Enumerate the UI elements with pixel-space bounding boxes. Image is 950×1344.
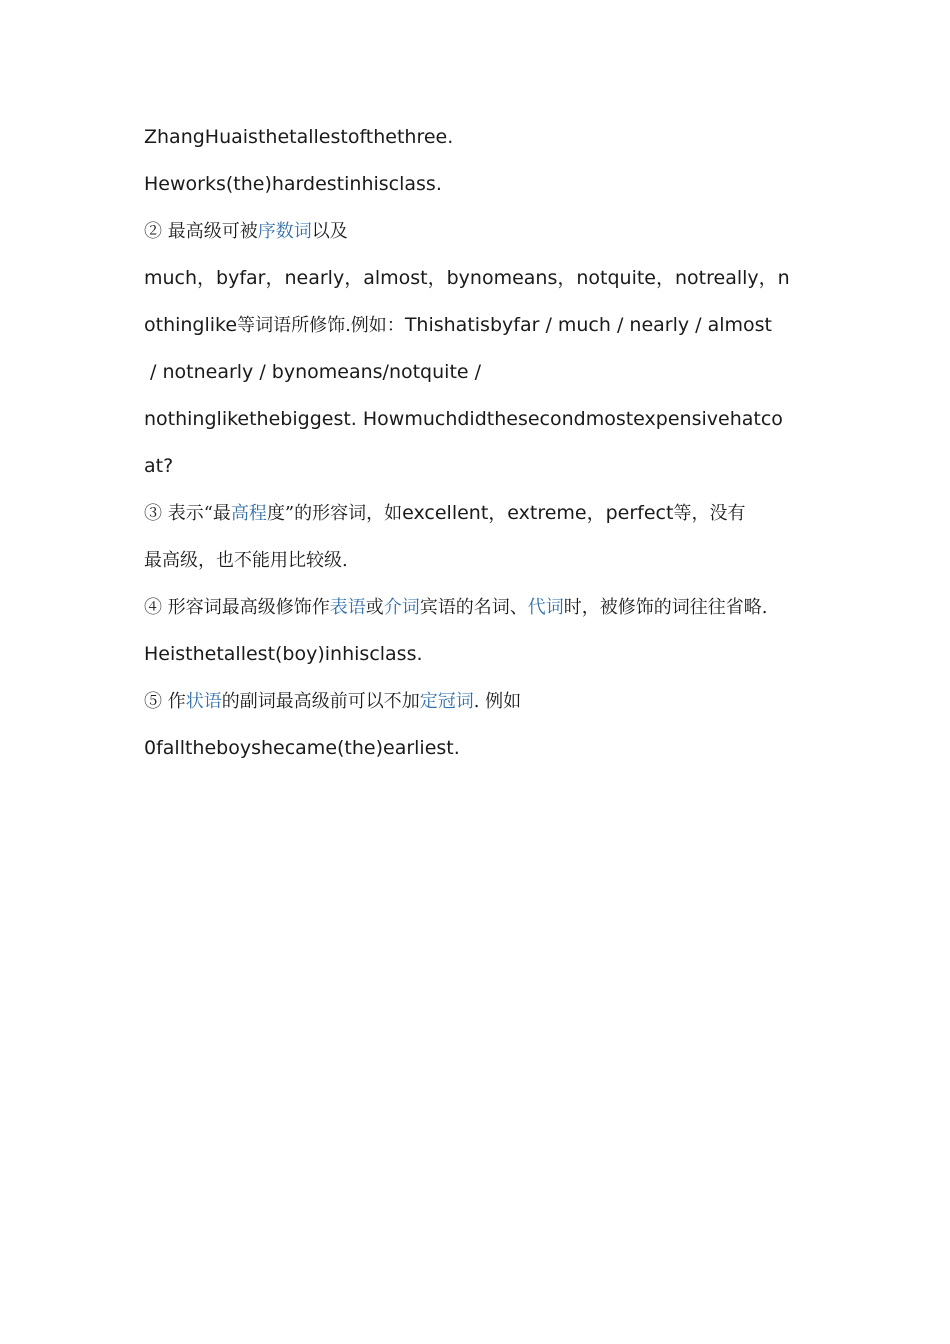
link-adverbial[interactable]: 状语 <box>185 691 222 712</box>
rule-text: ② 最高级可被 <box>144 221 258 242</box>
link-definite-article[interactable]: 定冠词 <box>419 691 474 712</box>
link-preposition[interactable]: 介词 <box>383 597 420 618</box>
text-line <box>144 443 814 490</box>
example-sentence <box>144 725 814 772</box>
rule-text: 等，没有 <box>673 503 746 524</box>
text-line <box>144 302 814 349</box>
text-line: Heisthetallest(boy)inhisclass. <box>144 643 423 665</box>
example-words: excellent，extreme，perfect <box>402 502 674 524</box>
rule-3 <box>144 490 814 537</box>
example-sentence <box>144 161 814 208</box>
link-ordinal-numeral[interactable]: 序数词 <box>257 221 312 242</box>
rule-text: 以及 <box>311 221 348 242</box>
example-sentence <box>144 114 814 161</box>
rule-text: 时，被修饰的词往往省略. <box>563 597 768 618</box>
link-high-degree[interactable]: 高程 <box>230 503 267 524</box>
text-line: / notnearly / bynomeans/notquite / <box>144 361 482 383</box>
text-line: at? <box>144 455 174 477</box>
text-line: 0falltheboyshecame(the)earliest. <box>144 737 460 759</box>
rule-5 <box>144 678 814 725</box>
text-segment: 等词语所修饰.例如： <box>237 315 405 336</box>
text-line: ZhangHuaisthetallestofthethree. <box>144 126 454 148</box>
link-predicative[interactable]: 表语 <box>329 597 366 618</box>
text-line: 最高级，也不能用比较级. <box>144 550 348 571</box>
text-line: much，byfar，nearly，almost，bynomeans，notquite，notreally，n <box>144 267 790 289</box>
rule-text: 度”的形容词，如 <box>266 503 403 524</box>
text-line <box>144 396 814 443</box>
text-segment: othinglike <box>144 314 238 336</box>
rule-text: . 例如 <box>473 691 522 712</box>
rule-text: ③ 表示“最 <box>144 503 231 524</box>
text-segment: Thishatisbyfar / much / nearly / almost <box>404 314 772 336</box>
text-line <box>144 349 814 396</box>
text-line: Heworks(the)hardestinhisclass. <box>144 173 442 195</box>
text-line <box>144 537 814 584</box>
rule-text: 或 <box>365 597 384 618</box>
example-sentence <box>144 631 814 678</box>
rule-text: 宾语的名词、 <box>419 597 528 618</box>
text-line: nothinglikethebiggest. Howmuchdidthesecondmostexpensivehatco <box>144 408 783 430</box>
rule-text: ④ 形容词最高级修饰作 <box>144 597 330 618</box>
link-pronoun[interactable]: 代词 <box>527 597 564 618</box>
rule-2 <box>144 208 814 255</box>
rule-text: ⑤ 作 <box>144 691 186 712</box>
rule-4 <box>144 584 814 631</box>
rule-text: 的副词最高级前可以不加 <box>221 691 420 712</box>
document-body <box>144 114 814 772</box>
text-line <box>144 255 814 302</box>
